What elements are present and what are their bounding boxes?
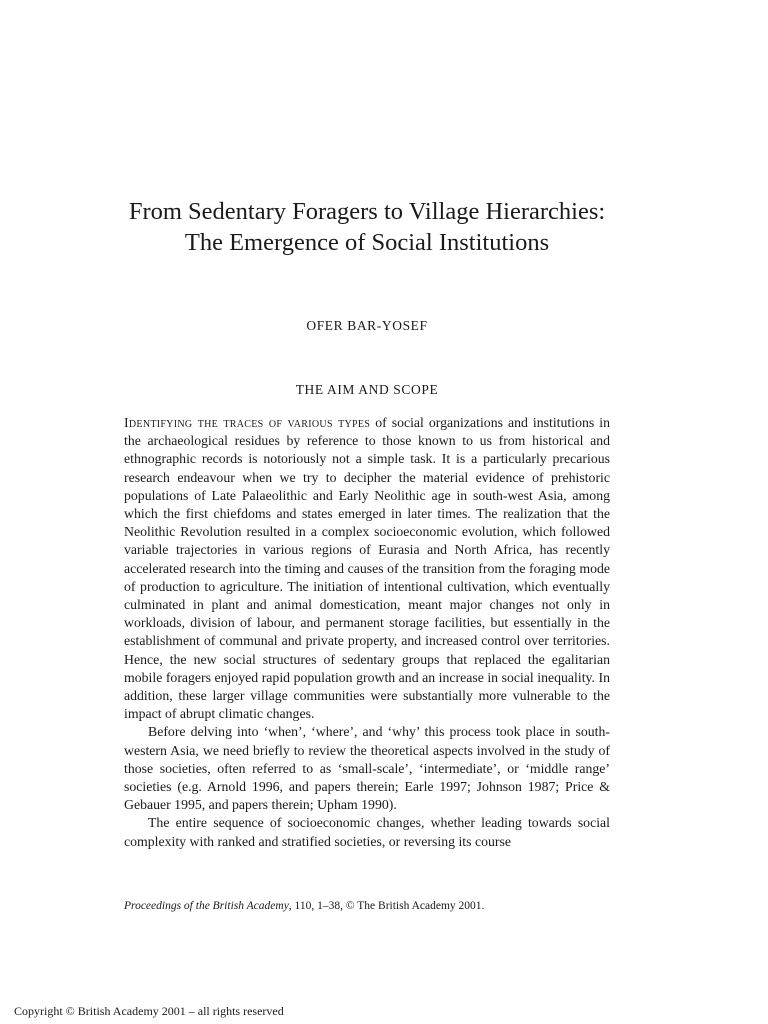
paragraph-1-text: of social organizations and institutions in the archaeological residues by reference to those known to us from historical and ethnographic records is notoriously not a simple task. It is a particularly precarious research endeavour when we try to decipher the material evidence of prehistoric populations of Late Palaeolithic and Early Neolithic age in south-west Asia, among which the first chiefdoms and states emerged in later times. The realization that the Neolithic Revolution resulted in a complex socioeconomic evolution, which followed variable trajectories in various regions of Eurasia and North Africa, has recently accelerated research into the timing and causes of the transition from the foraging mode of production to agriculture. The initiation of intentional cultivation, which eventually culminated in plant and animal domestication, meant major changes not only in workloads, division of labour, and permanent storage facilities, but essentially in the establishment of communal and private property, and increased control over territories. Hence, the new social structures of sedentary groups that replaced the egalitarian mobile foragers enjoyed rapid population growth and an increase in social inequality. In addition, these larger village communities were substantially more vulnerable to the impact of abrupt climatic changes. (124, 415, 610, 722)
section-heading: THE AIM AND SCOPE (295, 382, 439, 397)
footnote-citation: , 110, 1–38, © The British Academy 2001. (288, 900, 485, 912)
article-author: OFER BAR-YOSEF (306, 318, 428, 333)
paragraph-1-lead: Identifying the traces of various types (124, 415, 371, 430)
footnote (124, 899, 610, 913)
article-title: From Sedentary Foragers to Village Hierarchies: The Emergence of Social Institutions (128, 198, 606, 256)
footnote-journal: Proceedings of the British Academy (124, 900, 289, 912)
body-text (124, 414, 610, 851)
paragraph-1 (124, 414, 610, 723)
paragraph-2: Before delving into ‘when’, ‘where’, and ‘why’ this process took place in south-western Asia, we need briefly to review the theoretical aspects involved in the study of those societies, often referred to as ‘small-scale’, ‘intermediate’, or ‘middle range’ societies (e.g. Arnold 1996, and papers therein; Earle 1997; Johnson 1987; Price & Gebauer 1995, and papers therein; Upham 1990). (124, 724, 610, 813)
paragraph-3: The entire sequence of socioeconomic changes, whether leading towards social complexity with ranked and stratified societies, or reversing its course (124, 815, 610, 849)
copyright-notice: Copyright © British Academy 2001 – all rights reserved (14, 1004, 284, 1018)
